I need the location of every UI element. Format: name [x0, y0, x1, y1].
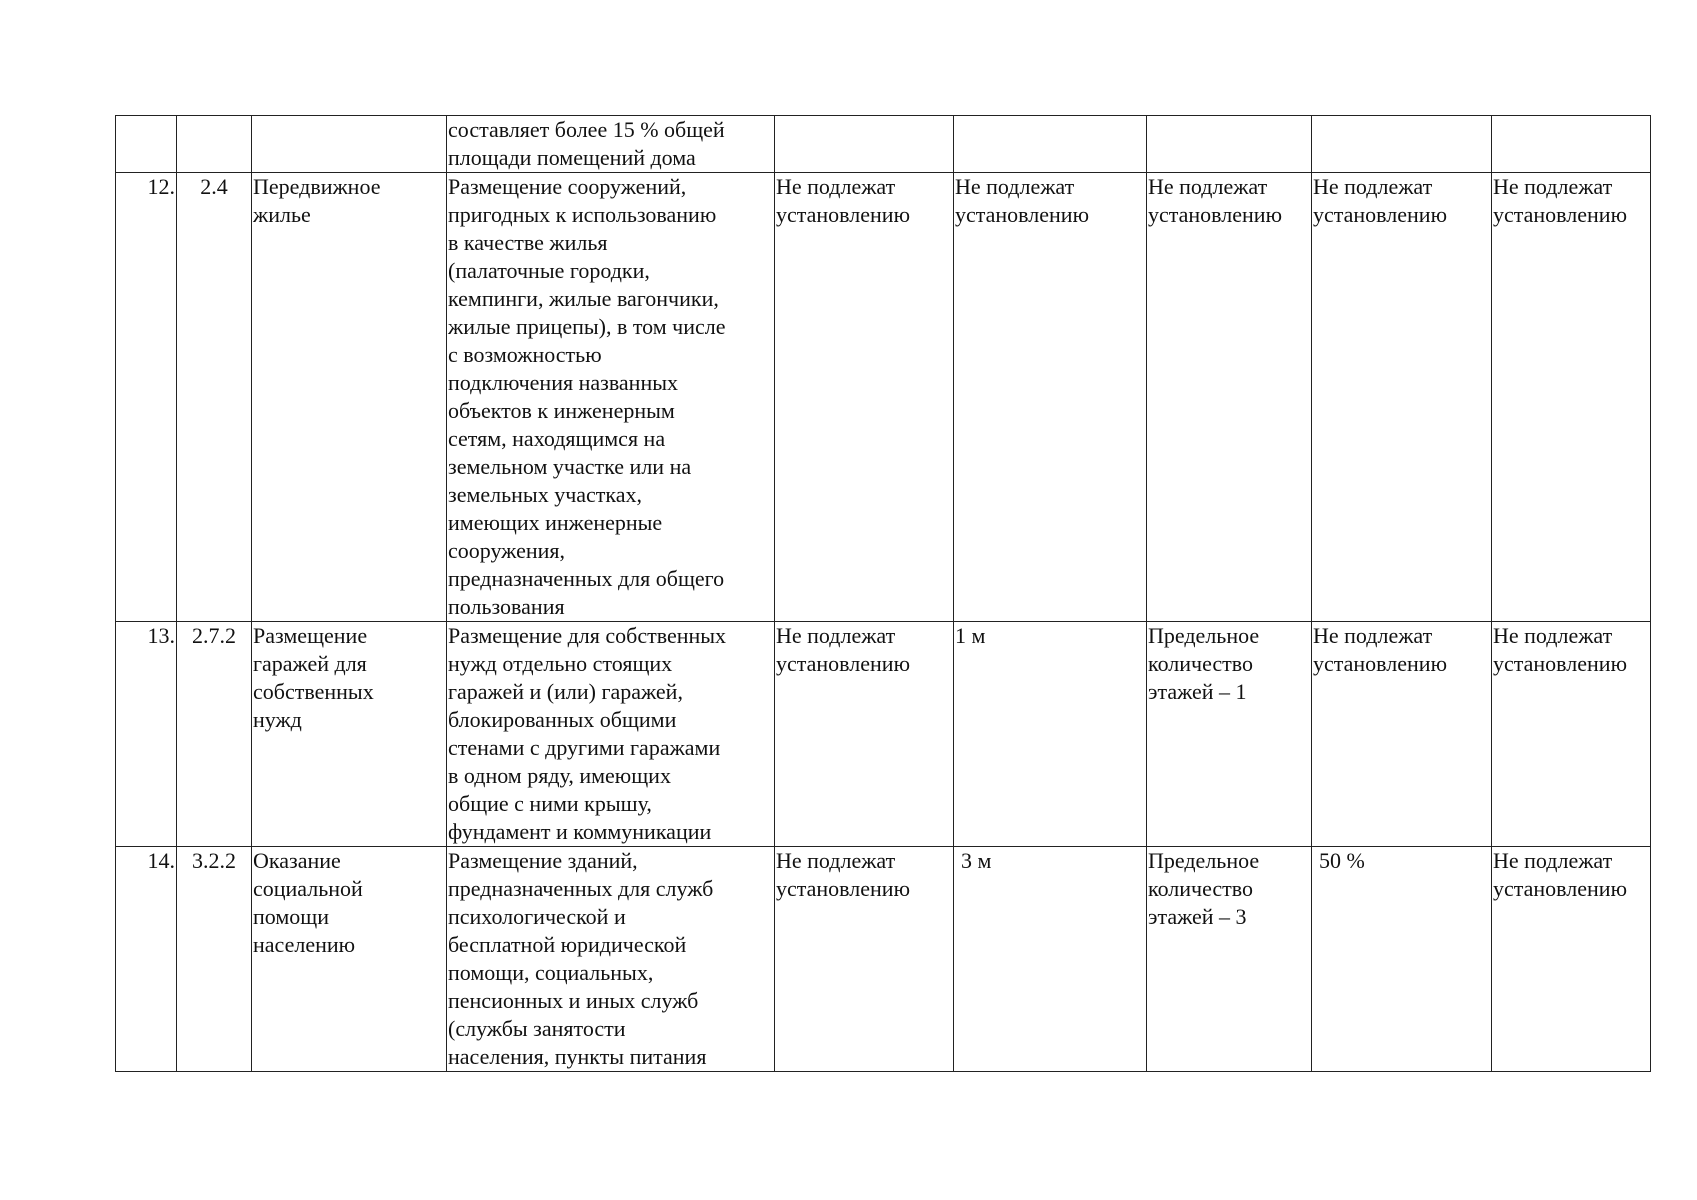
parameter-cell-9: Не подлежат установлению	[1492, 173, 1651, 622]
parameter-cell-9: Не подлежат установлению	[1492, 847, 1651, 1072]
parameter-cell-7: Предельное количество этажей – 1	[1147, 622, 1312, 847]
use-description-cell: Размещение зданий, предназначенных для служб психологической и бесплатной юридической помощи, социальных, пенсионных и иных служб (службы занятости населения, пункты питания	[447, 847, 775, 1072]
parameter-cell-8: Не подлежат установлению	[1312, 622, 1492, 847]
table-row	[116, 116, 1651, 173]
parameter-cell-6: Не подлежат установлению	[954, 173, 1147, 622]
parameter-cell-9: Не подлежат установлению	[1492, 622, 1651, 847]
use-name-cell	[252, 116, 447, 173]
table-row	[116, 173, 1651, 622]
parameter-cell-8	[1312, 116, 1492, 173]
parameter-cell-7: Предельное количество этажей – 3	[1147, 847, 1312, 1072]
use-name-cell: Оказание социальной помощи населению	[252, 847, 447, 1072]
parameter-cell-5: Не подлежат установлению	[775, 173, 954, 622]
parameter-cell-7	[1147, 116, 1312, 173]
use-name-cell: Размещение гаражей для собственных нужд	[252, 622, 447, 847]
row-number-cell	[116, 116, 177, 173]
parameter-cell-5: Не подлежат установлению	[775, 622, 954, 847]
parameter-cell-8: 50 %	[1312, 847, 1492, 1072]
parameter-cell-6: 1 м	[954, 622, 1147, 847]
use-description-cell: составляет более 15 % общей площади помещений дома	[447, 116, 775, 173]
use-code-cell: 3.2.2	[177, 847, 252, 1072]
parameter-cell-8: Не подлежат установлению	[1312, 173, 1492, 622]
use-code-cell	[177, 116, 252, 173]
parameter-cell-7: Не подлежат установлению	[1147, 173, 1312, 622]
parameter-cell-6	[954, 116, 1147, 173]
use-description-cell: Размещение для собственных нужд отдельно стоящих гаражей и (или) гаражей, блокированных общими стенами с другими гаражами в одном ряду, имеющих общие с ними крышу, фундамент и коммуникации	[447, 622, 775, 847]
row-number-cell: 12.	[116, 173, 177, 622]
land-use-regulations-table	[115, 115, 1651, 1072]
parameter-cell-5	[775, 116, 954, 173]
parameter-cell-5: Не подлежат установлению	[775, 847, 954, 1072]
parameter-cell-9	[1492, 116, 1651, 173]
use-name-cell: Передвижное жилье	[252, 173, 447, 622]
table-row	[116, 622, 1651, 847]
parameter-cell-6: 3 м	[954, 847, 1147, 1072]
use-code-cell: 2.7.2	[177, 622, 252, 847]
row-number-cell: 13.	[116, 622, 177, 847]
table-row	[116, 847, 1651, 1072]
use-description-cell: Размещение сооружений, пригодных к использованию в качестве жилья (палаточные городки, кемпинги, жилые вагончики, жилые прицепы), в том числе с возможностью подключения названных объектов к инженерным сетям, находящимся на земельном участке или на земельных участках, имеющих инженерные сооружения, предназначенных для общего пользования	[447, 173, 775, 622]
use-code-cell: 2.4	[177, 173, 252, 622]
row-number-cell: 14.	[116, 847, 177, 1072]
